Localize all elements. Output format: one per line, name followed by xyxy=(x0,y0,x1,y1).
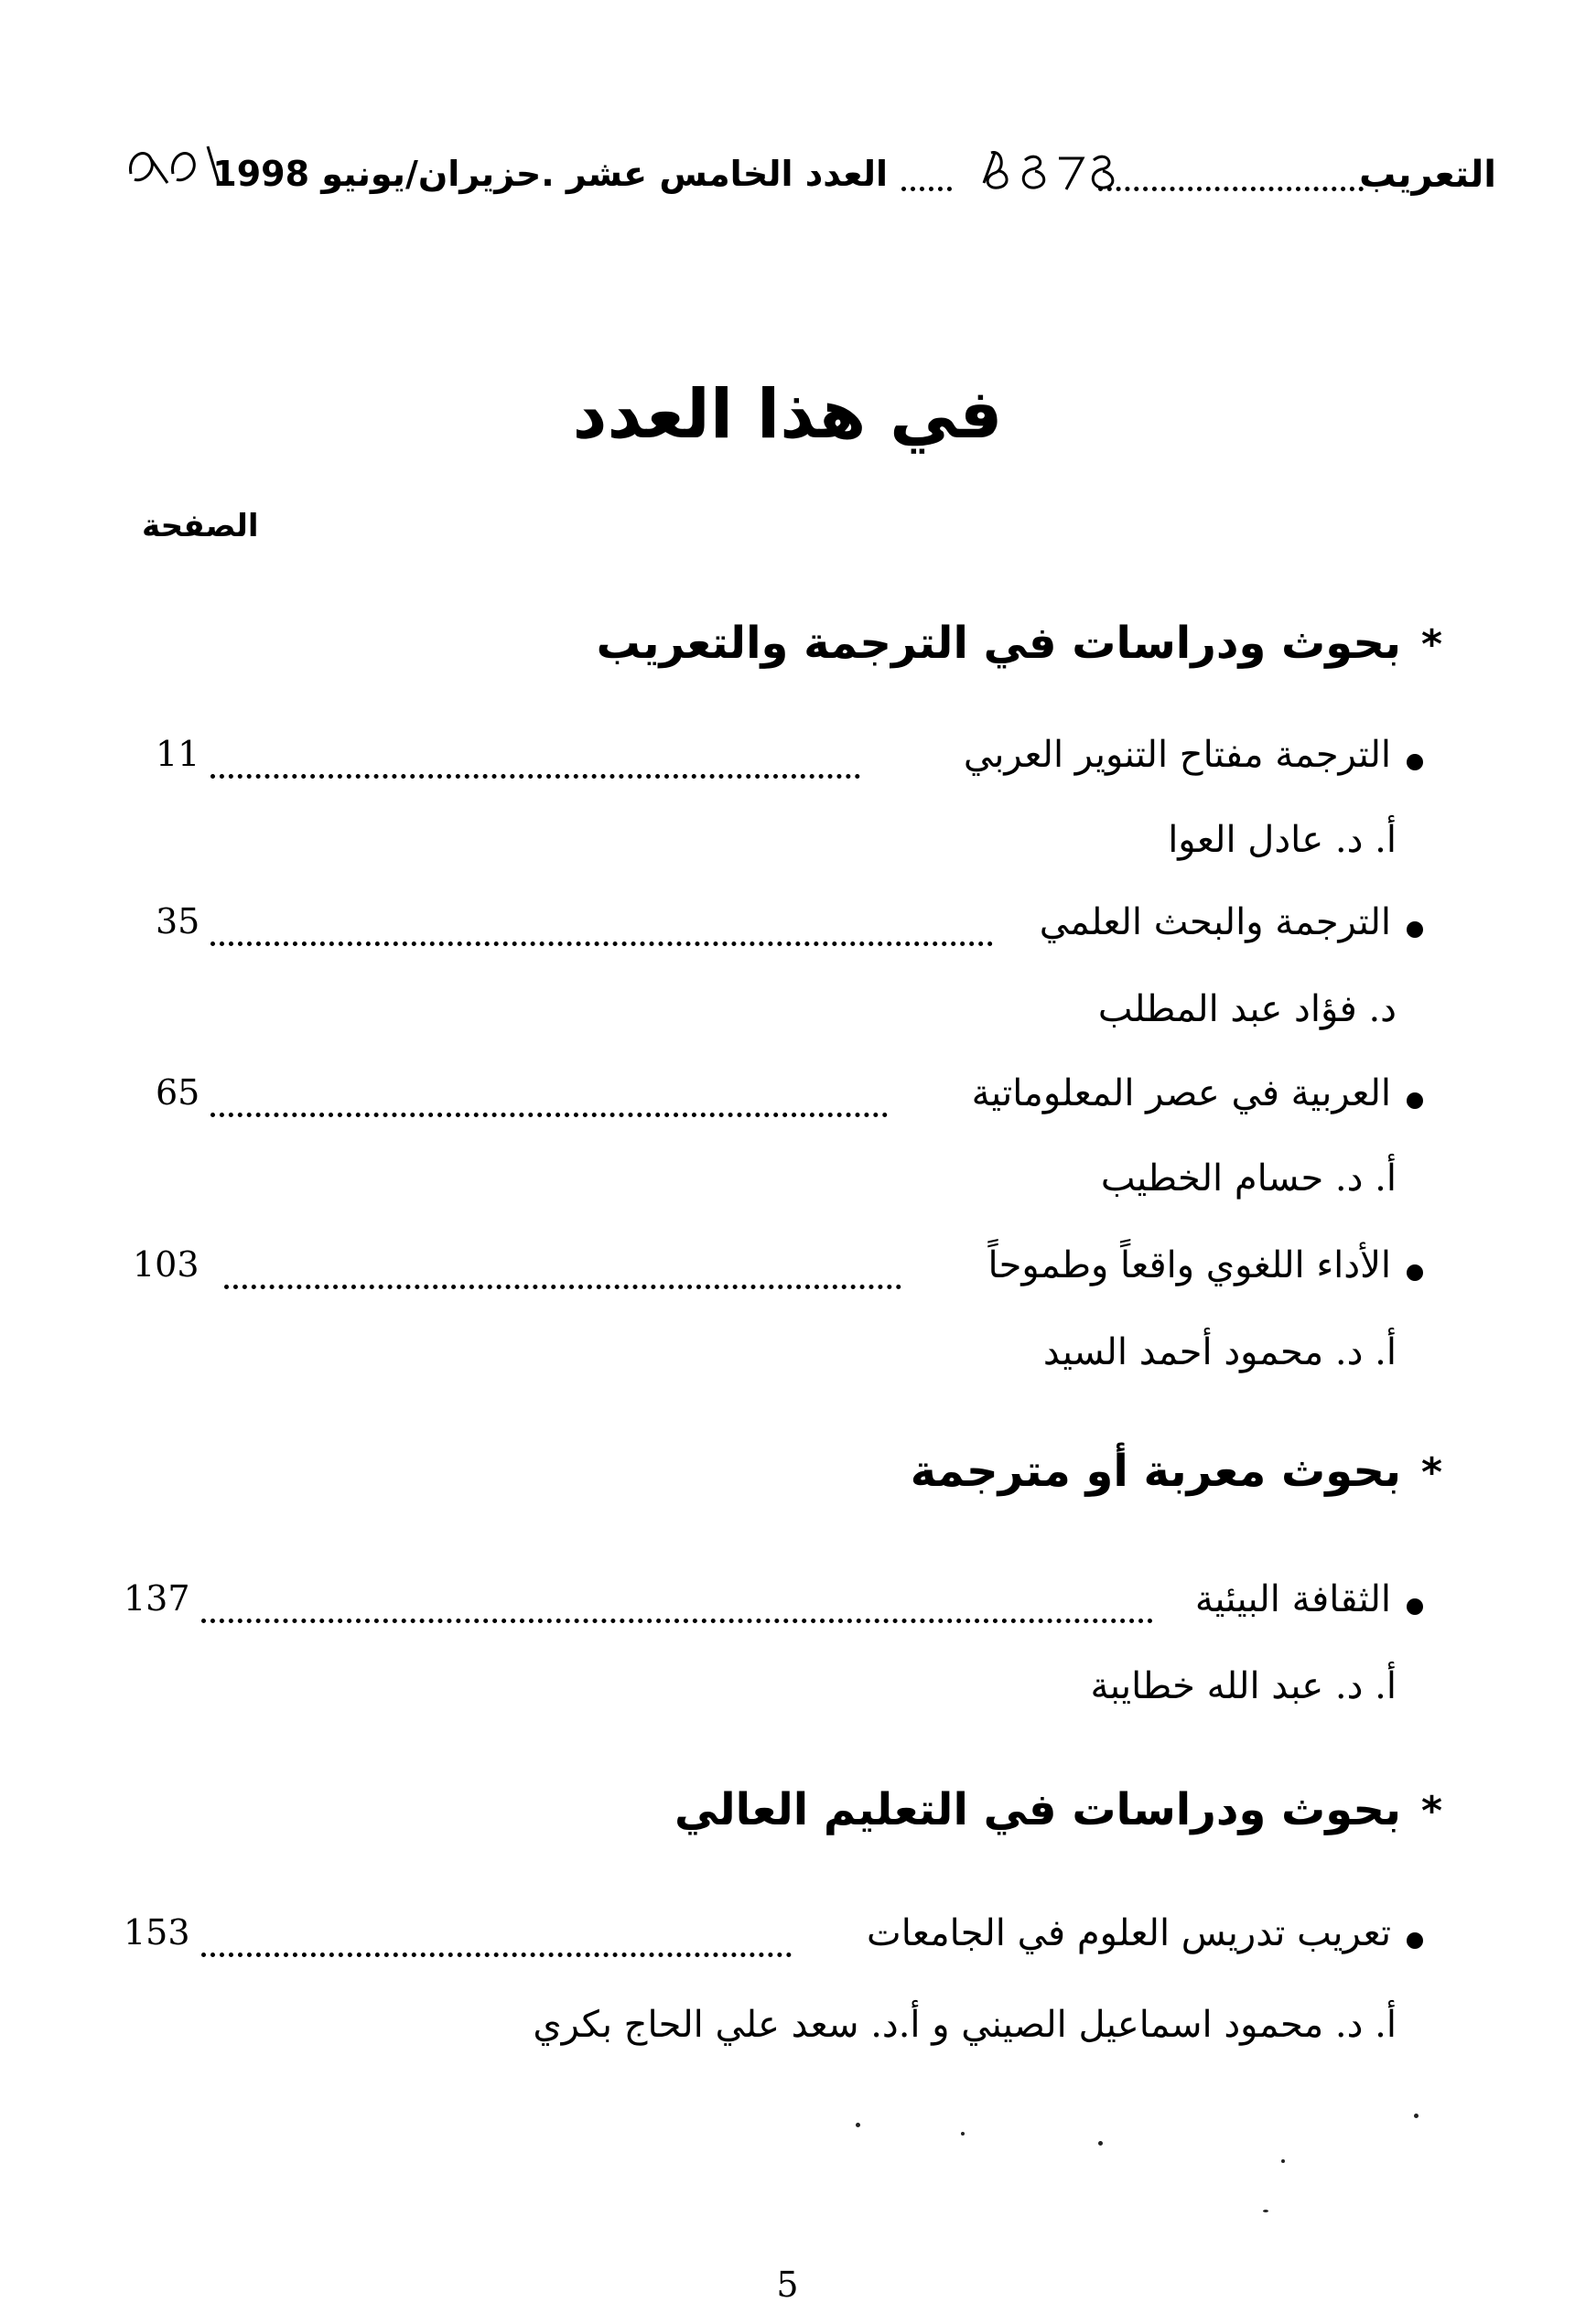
leader-dots xyxy=(210,734,860,779)
header-leader-dots xyxy=(1098,150,1364,191)
bullet-icon xyxy=(1407,1264,1423,1281)
section-heading: *بحوث ودراسات في التعليم العالي xyxy=(674,1784,1442,1835)
bullet-icon xyxy=(1407,1932,1423,1949)
page-title: في هذا العدد xyxy=(572,375,1003,454)
entry-author: أ. د. عبد الله خطايبة xyxy=(1090,1665,1397,1707)
issue-info: العدد الخامس عشر .حزيران/يونيو 1998 xyxy=(212,154,888,194)
entry-title: الترجمة مفتاح التنوير العربي xyxy=(963,734,1391,776)
bullet-icon xyxy=(1407,1092,1423,1109)
bullet-icon xyxy=(1407,921,1423,938)
scan-speck xyxy=(1414,2114,1419,2118)
entry-page-number: 35 xyxy=(156,901,200,941)
running-header xyxy=(124,137,1496,220)
star-bullet-icon: * xyxy=(1420,1449,1442,1496)
entry-author: أ. د. محمود اسماعيل الصيني و أ.د. سعد علي الحاج بكري xyxy=(533,2004,1397,2046)
star-bullet-icon: * xyxy=(1420,1788,1442,1834)
entry-page-number: 103 xyxy=(133,1244,200,1285)
section-heading: *بحوث معربة أو مترجمة xyxy=(910,1446,1442,1497)
journal-name: التعريب xyxy=(1359,154,1496,196)
toc-entry xyxy=(133,1244,1419,1299)
page-column-label: الصفحة xyxy=(142,508,259,544)
entry-author: أ. د. عادل العوا xyxy=(1168,819,1397,861)
entry-author: د. فؤاد عبد المطلب xyxy=(1097,988,1397,1030)
handwritten-accession-number xyxy=(975,142,1121,197)
scan-speck xyxy=(961,2132,965,2136)
star-bullet-icon: * xyxy=(1420,621,1442,668)
entry-author: أ. د. حسام الخطيب xyxy=(1100,1157,1397,1200)
leader-dots xyxy=(210,901,993,946)
entry-author: أ. د. محمود أحمد السيد xyxy=(1042,1331,1397,1373)
toc-entry xyxy=(124,1578,1419,1633)
scan-speck xyxy=(856,2123,860,2127)
entry-title: الثقافة البيئية xyxy=(1194,1578,1391,1620)
entry-page-number: 137 xyxy=(124,1578,190,1619)
scan-speck xyxy=(1281,2159,1285,2163)
entry-title: العربية في عصر المعلوماتية xyxy=(971,1072,1391,1114)
toc-entry xyxy=(124,1912,1419,1967)
scan-speck xyxy=(1263,2210,1268,2212)
scan-speck xyxy=(1098,2141,1103,2146)
section-heading: *بحوث ودراسات في الترجمة والتعريب xyxy=(596,618,1442,669)
toc-entry xyxy=(156,1072,1419,1127)
page-number-footer: 5 xyxy=(776,2265,799,2305)
handwritten-page-number xyxy=(124,137,224,192)
leader-dots xyxy=(210,1072,888,1117)
entry-page-number: 65 xyxy=(156,1072,200,1113)
entry-title: الترجمة والبحث العلمي xyxy=(1039,901,1391,943)
leader-dots xyxy=(201,1912,792,1957)
header-leader-dots-2 xyxy=(901,150,952,191)
entry-title: الأداء اللغوي واقعاً وطموحاً xyxy=(987,1244,1391,1286)
bullet-icon xyxy=(1407,1598,1423,1615)
entry-page-number: 153 xyxy=(124,1912,190,1953)
entry-title: تعريب تدريس العلوم في الجامعات xyxy=(867,1912,1391,1954)
toc-entry xyxy=(156,734,1419,789)
leader-dots xyxy=(224,1244,901,1289)
entry-page-number: 11 xyxy=(156,734,200,774)
bullet-icon xyxy=(1407,754,1423,770)
toc-entry xyxy=(156,901,1419,956)
leader-dots xyxy=(201,1578,1153,1623)
